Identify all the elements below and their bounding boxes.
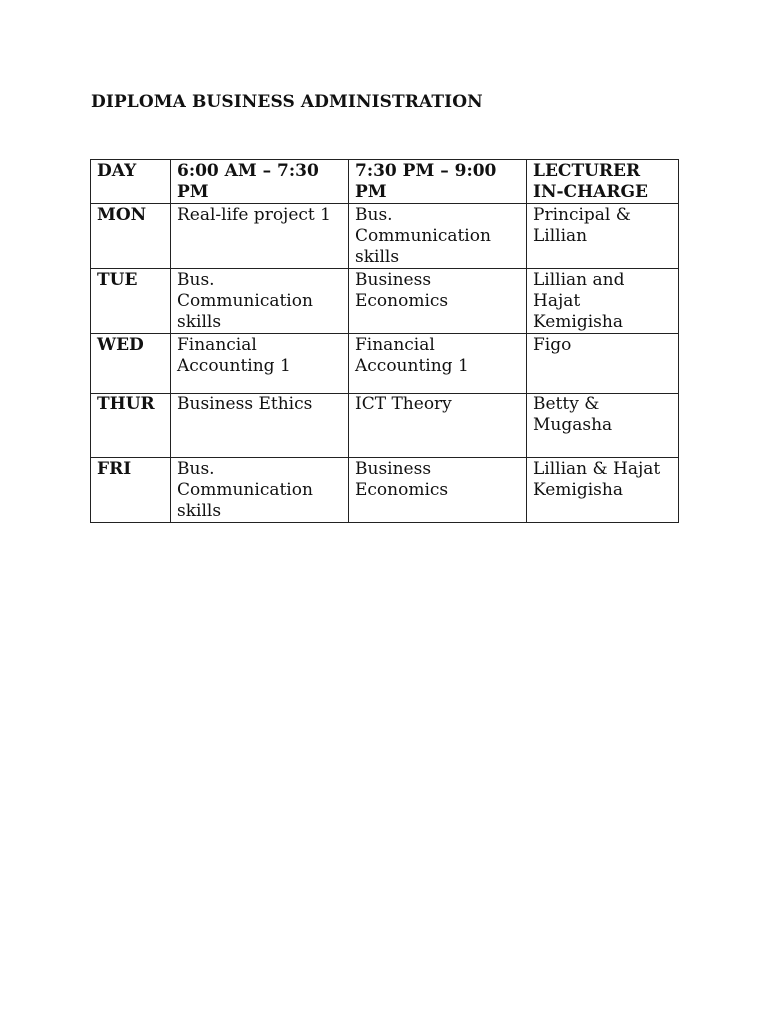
day-cell: THUR [91, 394, 171, 458]
table-row [91, 458, 679, 523]
slot2-cell: ICT Theory [349, 394, 527, 458]
header-slot-morning: 6:00 AM – 7:30 PM [171, 160, 349, 204]
slot2-cell: Business Economics [349, 458, 527, 523]
lecturer-cell: Figo [527, 334, 679, 394]
lecturer-cell: Betty & Mugasha [527, 394, 679, 458]
day-cell: MON [91, 204, 171, 269]
table-header-row [91, 160, 679, 204]
lecturer-cell: Lillian and Hajat Kemigisha [527, 269, 679, 334]
table-row [91, 394, 679, 458]
day-cell: FRI [91, 458, 171, 523]
slot2-cell: Financial Accounting 1 [349, 334, 527, 394]
slot1-cell: Bus. Communication skills [171, 458, 349, 523]
lecturer-cell: Lillian & Hajat Kemigisha [527, 458, 679, 523]
slot1-cell: Financial Accounting 1 [171, 334, 349, 394]
header-slot-evening: 7:30 PM – 9:00 PM [349, 160, 527, 204]
lecturer-cell: Principal & Lillian [527, 204, 679, 269]
timetable [90, 159, 679, 523]
header-lecturer: LECTURER IN-CHARGE [527, 160, 679, 204]
document-title: DIPLOMA BUSINESS ADMINISTRATION [91, 92, 483, 112]
slot2-cell: Business Economics [349, 269, 527, 334]
day-cell: TUE [91, 269, 171, 334]
slot2-cell: Bus. Communication skills [349, 204, 527, 269]
slot1-cell: Real-life project 1 [171, 204, 349, 269]
day-cell: WED [91, 334, 171, 394]
header-day: DAY [91, 160, 171, 204]
table-row [91, 269, 679, 334]
table-row [91, 204, 679, 269]
slot1-cell: Bus. Communication skills [171, 269, 349, 334]
table-row [91, 334, 679, 394]
slot1-cell: Business Ethics [171, 394, 349, 458]
